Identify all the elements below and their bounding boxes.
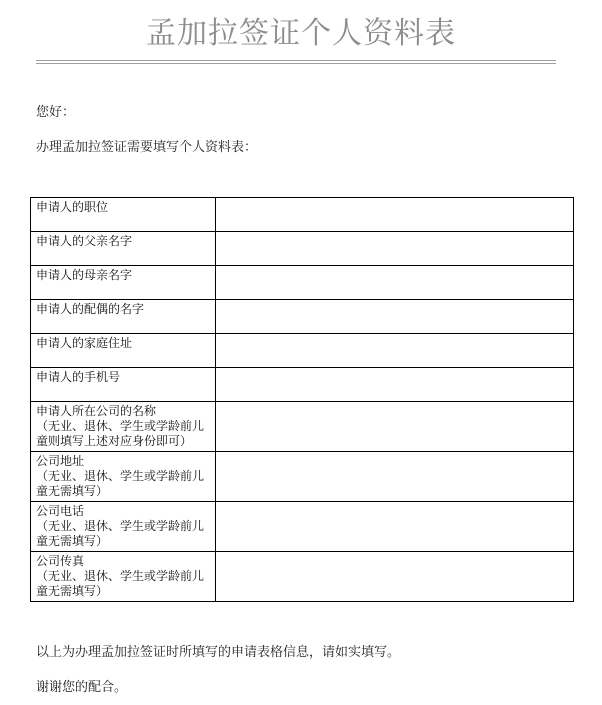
form-input-cell[interactable] [216,266,574,300]
form-input-cell[interactable] [216,232,574,266]
form-row-company-name [31,402,574,452]
form-input-cell[interactable] [216,198,574,232]
page-title: 孟加拉签证个人资料表 [146,16,456,51]
form-input-cell[interactable] [216,552,574,602]
form-label: 申请人的职位 [31,198,216,232]
form-input-cell[interactable] [216,368,574,402]
form-label: 申请人的家庭住址 [31,334,216,368]
title-divider-bottom [36,63,556,64]
intro-text: 办理孟加拉签证需要填写个人资料表： [36,140,258,155]
form-row-spouse-name [31,300,574,334]
form-label: 公司电话 （无业、退休、学生或学龄前儿 童无需填写） [31,502,216,552]
title-divider-top [36,60,556,61]
form-row-company-phone [31,502,574,552]
form-label: 申请人的手机号 [31,368,216,402]
form-label: 公司传真 （无业、退休、学生或学龄前儿 童无需填写） [31,552,216,602]
form-label: 申请人所在公司的名称 （无业、退休、学生或学龄前儿 童则填写上述对应身份即可） [31,402,216,452]
personal-info-form [30,197,574,602]
form-row-company-address [31,452,574,502]
form-row-home-address [31,334,574,368]
form-row-position [31,198,574,232]
outro-text: 以上为办理孟加拉签证时所填写的申请表格信息，请如实填写。 [36,645,401,660]
greeting-text: 您好： [36,105,76,120]
form-input-cell[interactable] [216,402,574,452]
form-label: 申请人的父亲名字 [31,232,216,266]
form-label: 申请人的母亲名字 [31,266,216,300]
form-label: 公司地址 （无业、退休、学生或学龄前儿 童无需填写） [31,452,216,502]
form-input-cell[interactable] [216,502,574,552]
form-label: 申请人的配偶的名字 [31,300,216,334]
form-input-cell[interactable] [216,334,574,368]
form-row-mobile [31,368,574,402]
form-row-company-fax [31,552,574,602]
form-input-cell[interactable] [216,300,574,334]
form-row-mother-name [31,266,574,300]
form-row-father-name [31,232,574,266]
thanks-text: 谢谢您的配合。 [36,680,128,695]
form-input-cell[interactable] [216,452,574,502]
